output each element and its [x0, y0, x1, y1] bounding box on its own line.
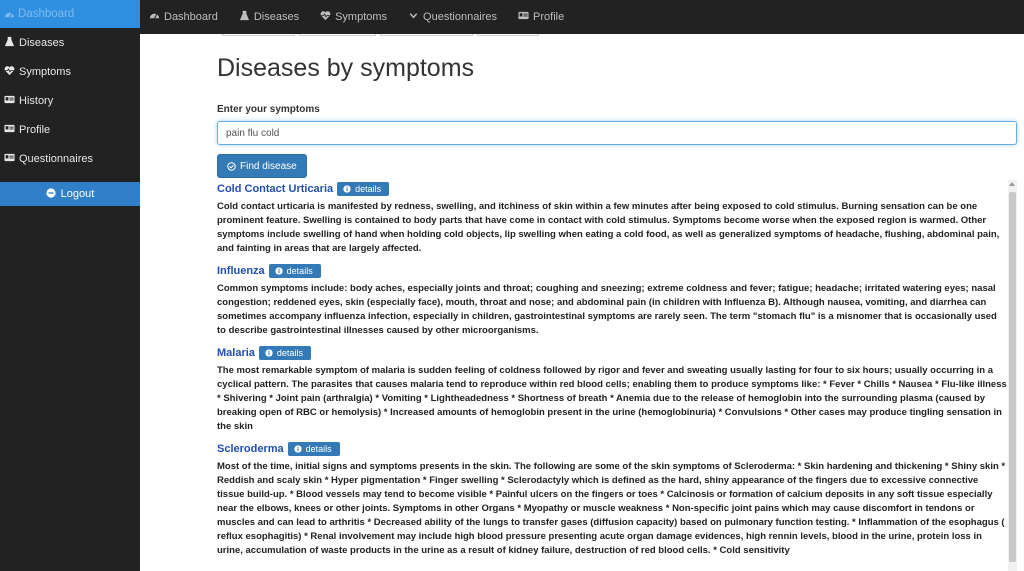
sidebar-item-label: Profile [19, 123, 51, 136]
top-nav-menu [149, 10, 585, 24]
topnav-diseases-label: Diseases [253, 11, 300, 23]
brand-label: Dashboard [18, 8, 75, 20]
heartbeat-icon [4, 65, 15, 79]
sidebar [0, 28, 140, 571]
heartbeat-icon [320, 10, 331, 24]
disease-description: Common symptoms include: body aches, especially joints and throat; coughing and sneezing; extreme coldness and fever; fatigue; headache; irritated watering eyes; nasal congestion; reddened eyes, skin (especially face), mouth, throat and nose; and abdominal pain (in children with Influenza B). Although nausea, vomiting, and diarrhea can sometimes accompany influenza infection, especially in children, gastrointestinal symptoms are rarely seen. The term "stomach flu" is a misnomer that is occasionally used to describe gastrointestinal illnesses caused by other microorganisms. [217, 283, 997, 336]
disease-description: Cold contact urticaria is manifested by redness, swelling, and itchiness of skin within a few minutes after being exposed to cold stimulus. Burning sensation can be one prominent feature. Swelling is contained to body parts that have come in contact with cold stimulus. Symptoms become worse when the exposed region is warmed. Other symptoms include swelling of hand when holding cold objects, lip swelling when eating a cold food, as well as generalized symptoms of headache, flushing, abdominal pain, and fainting in areas that are largely affected. [217, 201, 1000, 254]
info-circle-icon [265, 349, 273, 357]
id-card-icon [518, 10, 529, 24]
sidebar-item-label: Questionnaires [19, 152, 93, 165]
topnav-symptoms[interactable] [320, 10, 387, 24]
details-label: details [305, 443, 332, 454]
disease-name-link[interactable]: Scleroderma [217, 442, 284, 455]
info-circle-icon [294, 445, 302, 453]
topnav-questionnaires[interactable] [408, 10, 497, 24]
details-button[interactable] [288, 442, 340, 456]
disease-description: Most of the time, initial signs and symptoms presents in the skin. The following are some of the skin symptoms of Scleroderma: * Skin hardening and thickening * Shiny skin * Reddish and scaly skin * Hyper pigmentation * Finger swelling * Sclerodactyly which is defined as the hard, shiny appearance of the fingers due to excessive connective tissue build-up. * Blood vessels may tend to become visible * Painful ulcers on the fingers or toes * Calcinosis or formation of calcium deposits in any soft tissue especially near the elbows, knees or other joints. Symptoms in other Organs * Myopathy or muscle weakness * Non-specific joint pains which may cause discomfort in tendons or muscles and can lead to arthritis * Decreased ability of the lungs to transfer gases (diffusion capacity) based on pulmonary function testing. * Inflammation of the esophagus ( reflux esophagitis) * Renal involvement may include high blood pressure presenting acute organ damage evidences, high rennin levels, blood in the urine, protein loss in urine, accumulation of waste products in the urine as a result of kidney failure, destruction of red blood cells. * Cold sensitivity [217, 461, 1006, 556]
sidebar-item-questionnaires[interactable] [0, 144, 140, 173]
topnav-dashboard[interactable] [149, 10, 218, 24]
sidebar-item-profile[interactable] [0, 115, 140, 144]
brand-dashboard-link[interactable] [0, 0, 140, 28]
minus-circle-icon [46, 188, 56, 201]
check-circle-icon [227, 162, 236, 171]
list-item [217, 441, 1007, 564]
results-scrollbar[interactable] [1008, 180, 1017, 571]
tab-outline [380, 34, 473, 36]
flask-icon [4, 36, 15, 50]
tab-outline [222, 34, 295, 36]
topnav-dashboard-label: Dashboard [164, 11, 218, 23]
details-button[interactable] [259, 346, 311, 360]
topnav-profile-label: Profile [533, 11, 565, 23]
sidebar-item-history[interactable] [0, 86, 140, 115]
details-button[interactable] [269, 264, 321, 278]
sidebar-item-symptoms[interactable] [0, 57, 140, 86]
page-title: Diseases by symptoms [217, 54, 475, 82]
topnav-profile[interactable] [518, 10, 564, 24]
disease-name-link[interactable]: Cold Contact Urticaria [217, 182, 334, 195]
details-label: details [276, 347, 303, 358]
disease-name-link[interactable]: Malaria [217, 346, 255, 359]
main-content [217, 48, 1017, 565]
topnav-diseases[interactable] [239, 10, 299, 24]
logout-label: Logout [60, 188, 95, 200]
find-disease-label: Find disease [240, 160, 297, 172]
list-item [217, 345, 1007, 440]
symptoms-label: Enter your symptoms [217, 104, 320, 115]
sidebar-item-label: History [19, 94, 54, 107]
symptoms-input[interactable] [217, 121, 1017, 145]
list-item [217, 181, 1007, 262]
details-label: details [286, 265, 313, 276]
tab-outline [299, 34, 376, 36]
top-navbar [0, 0, 1024, 34]
id-card-icon [4, 123, 15, 137]
sidebar-item-label: Symptoms [19, 65, 71, 78]
disease-description: The most remarkable symptom of malaria is sudden feeling of coldness followed by rigor and fever and sweating usually lasting for four to six hours; usually occurring in a cyclical pattern. The parasites that causes malaria tend to reproduce within red blood cells; enabling them to produce symptoms like: * Fever * Chills * Nausea * Flu-like illness * Shivering * Joint pain (arthralgia) * Vomiting * Lightheadedness * Shortness of breath * Anemia due to the release of hemoglobin into the surrounding plasma (caused by breaking open of RBC or hemolysis) * Increased amounts of hemoglobin present in the urine (hemoglobinuria) * Convulsions * Other cases may produce tingling sensation in the skin [217, 365, 1007, 432]
scroll-up-arrow-icon[interactable] [1009, 182, 1015, 186]
topnav-symptoms-label: Symptoms [335, 11, 388, 23]
id-card-icon [4, 94, 15, 108]
disease-name-link[interactable]: Influenza [217, 264, 265, 277]
sidebar-item-diseases[interactable] [0, 28, 140, 57]
topnav-questionnaires-label: Questionnaires [423, 11, 498, 23]
find-disease-button[interactable] [217, 154, 307, 178]
info-circle-icon [275, 267, 283, 275]
logout-button[interactable] [0, 182, 140, 206]
details-label: details [355, 183, 382, 194]
info-circle-icon [343, 185, 351, 193]
flask-icon [239, 10, 250, 24]
disease-results [217, 181, 1007, 564]
id-card-icon [4, 152, 15, 166]
scroll-thumb[interactable] [1009, 192, 1016, 562]
chevron-down-icon [408, 10, 419, 24]
tab-outline [477, 34, 539, 36]
details-button[interactable] [337, 182, 389, 196]
dashboard-icon [149, 10, 160, 24]
list-item [217, 263, 1007, 344]
dashboard-icon [4, 9, 15, 20]
sidebar-item-label: Diseases [19, 36, 65, 49]
